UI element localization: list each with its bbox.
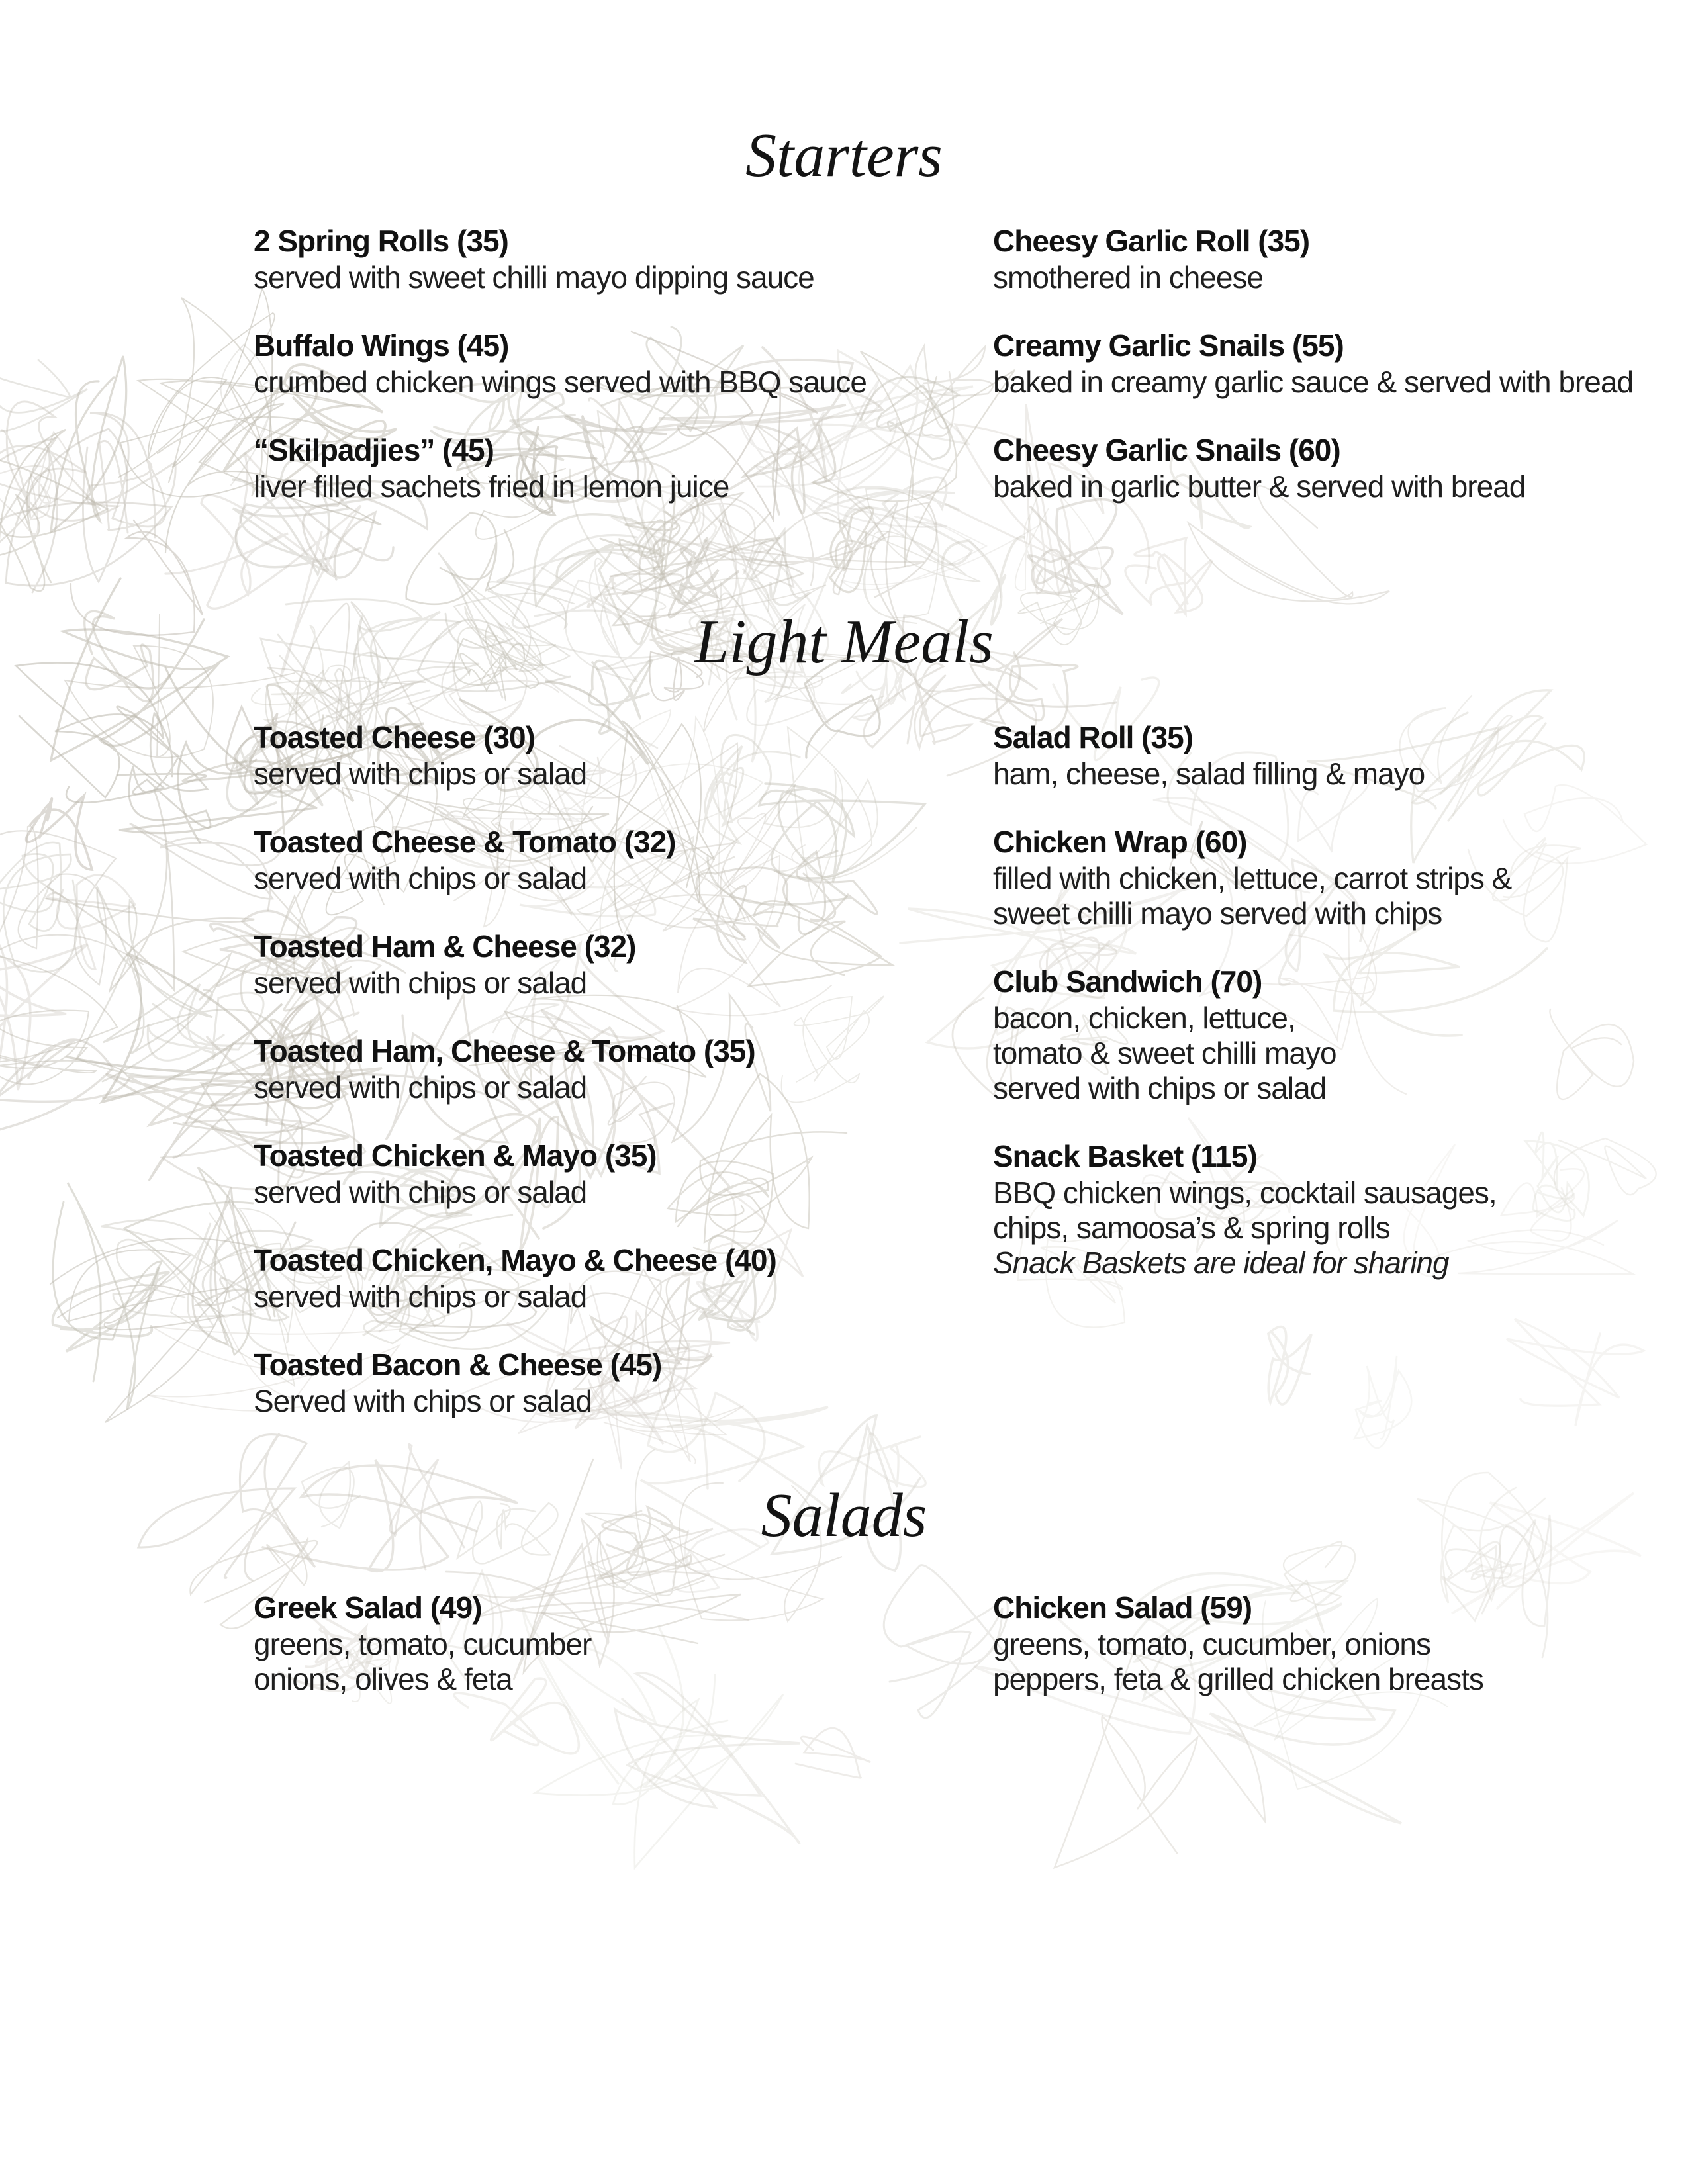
item-desc: served with chips or salad bbox=[254, 756, 587, 791]
menu-item bbox=[254, 431, 955, 504]
item-desc: crumbed chicken wings served with BBQ sauce bbox=[254, 365, 867, 399]
item-title: Club Sandwich (70) bbox=[993, 964, 1262, 999]
item-desc: greens, tomato, cucumber bbox=[254, 1627, 592, 1661]
item-desc: served with chips or salad bbox=[254, 1175, 587, 1209]
section-title-salads: Salads bbox=[761, 1481, 927, 1550]
item-title: Salad Roll (35) bbox=[993, 720, 1193, 754]
light-meals-left-column bbox=[254, 718, 955, 1450]
item-desc: baked in creamy garlic sauce & served with bread bbox=[993, 365, 1634, 399]
item-title: Toasted Ham & Cheese (32) bbox=[254, 929, 636, 964]
item-desc: greens, tomato, cucumber, onions bbox=[993, 1627, 1430, 1661]
menu-item bbox=[254, 1345, 955, 1419]
menu-item bbox=[993, 962, 1685, 1106]
light-meals-right-column bbox=[993, 718, 1685, 1312]
item-desc: BBQ chicken wings, cocktail sausages, bbox=[993, 1175, 1497, 1210]
item-desc: peppers, feta & grilled chicken breasts bbox=[993, 1662, 1483, 1696]
item-desc: served with chips or salad bbox=[254, 966, 587, 1000]
menu-item bbox=[254, 222, 955, 295]
menu-item bbox=[254, 927, 955, 1001]
menu-item bbox=[254, 1241, 955, 1314]
menu-item bbox=[254, 823, 955, 896]
item-desc: Served with chips or salad bbox=[254, 1384, 592, 1418]
item-title: Creamy Garlic Snails (55) bbox=[993, 328, 1344, 363]
item-desc: served with chips or salad bbox=[254, 1279, 587, 1314]
item-title: “Skilpadjies” (45) bbox=[254, 433, 494, 467]
item-desc: bacon, chicken, lettuce, bbox=[993, 1001, 1295, 1035]
item-title: Greek Salad (49) bbox=[254, 1590, 482, 1625]
menu-item bbox=[993, 431, 1685, 504]
menu-item bbox=[254, 1136, 955, 1210]
item-title: Buffalo Wings (45) bbox=[254, 328, 509, 363]
item-title: Chicken Salad (59) bbox=[993, 1590, 1252, 1625]
menu-item bbox=[993, 1588, 1685, 1697]
item-desc: liver filled sachets fried in lemon juice bbox=[254, 469, 729, 504]
starters-left-column bbox=[254, 222, 955, 535]
item-desc: served with chips or salad bbox=[254, 1070, 587, 1105]
item-note: Snack Baskets are ideal for sharing bbox=[993, 1246, 1449, 1280]
item-title: Toasted Ham, Cheese & Tomato (35) bbox=[254, 1034, 755, 1068]
item-title: Cheesy Garlic Snails (60) bbox=[993, 433, 1340, 467]
menu-item bbox=[254, 718, 955, 792]
menu-item bbox=[993, 823, 1685, 931]
menu-item bbox=[993, 1137, 1685, 1281]
item-desc: smothered in cheese bbox=[993, 260, 1264, 295]
menu-item bbox=[993, 222, 1685, 295]
item-desc: served with sweet chilli mayo dipping sauce bbox=[254, 260, 814, 295]
item-title: 2 Spring Rolls (35) bbox=[254, 224, 508, 258]
starters-right-column bbox=[993, 222, 1685, 535]
item-title: Toasted Bacon & Cheese (45) bbox=[254, 1347, 662, 1382]
section-title-light-meals: Light Meals bbox=[694, 608, 994, 676]
item-desc: baked in garlic butter & served with bread bbox=[993, 469, 1526, 504]
item-desc: served with chips or salad bbox=[993, 1071, 1327, 1105]
item-desc: sweet chilli mayo served with chips bbox=[993, 896, 1442, 931]
menu-item bbox=[993, 326, 1685, 400]
item-desc: served with chips or salad bbox=[254, 861, 587, 895]
item-title: Toasted Chicken, Mayo & Cheese (40) bbox=[254, 1243, 776, 1277]
salads-left-column bbox=[254, 1588, 955, 1728]
salads-right-column bbox=[993, 1588, 1685, 1728]
item-desc: ham, cheese, salad filling & mayo bbox=[993, 756, 1425, 791]
item-title: Chicken Wrap (60) bbox=[993, 825, 1247, 859]
menu-item bbox=[254, 326, 955, 400]
item-title: Toasted Chicken & Mayo (35) bbox=[254, 1138, 657, 1173]
item-desc: onions, olives & feta bbox=[254, 1662, 512, 1696]
item-title: Snack Basket (115) bbox=[993, 1139, 1257, 1173]
section-title-starters: Starters bbox=[745, 121, 943, 190]
menu-item bbox=[254, 1588, 955, 1697]
menu-item bbox=[254, 1032, 955, 1105]
item-title: Cheesy Garlic Roll (35) bbox=[993, 224, 1310, 258]
item-title: Toasted Cheese & Tomato (32) bbox=[254, 825, 676, 859]
item-desc: chips, samoosa’s & spring rolls bbox=[993, 1210, 1390, 1245]
item-desc: tomato & sweet chilli mayo bbox=[993, 1036, 1336, 1070]
item-title: Toasted Cheese (30) bbox=[254, 720, 535, 754]
item-desc: filled with chicken, lettuce, carrot strips & bbox=[993, 861, 1512, 895]
menu-item bbox=[993, 718, 1685, 792]
